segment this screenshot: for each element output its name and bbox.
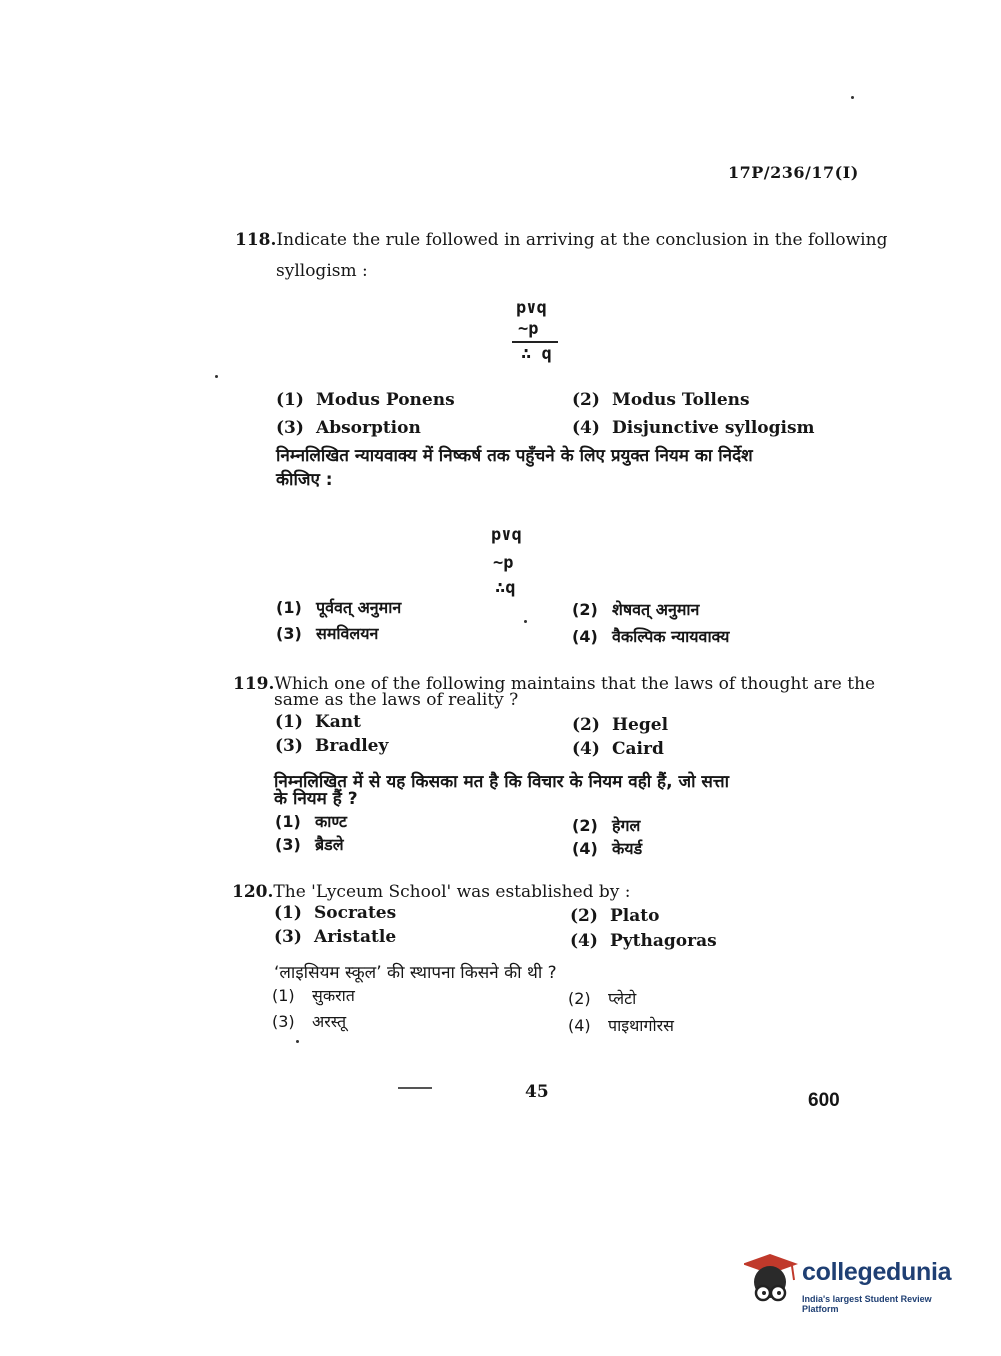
q118-option-3-label: Absorption (316, 418, 421, 438)
q120-hi-option-4-num: (4) (568, 1016, 591, 1035)
q118-option-4-num: (4) (572, 418, 600, 438)
q119-option-1-num: (1) (275, 712, 303, 732)
q119-hi-option-4-num: (4) (572, 839, 598, 858)
q120-hi-option-3-label: अरस्तू (312, 1012, 347, 1031)
q120-option-1-label: Socrates (314, 903, 397, 923)
q119-hi-option-3-num: (3) (275, 835, 301, 854)
q119-hi-option-3-label: ब्रैडले (315, 835, 344, 854)
scan-speck (296, 1040, 299, 1043)
q119-option-2 (572, 715, 668, 735)
watermark-brand: collegedunia (802, 1258, 952, 1286)
q120-hi-option-2-label: प्लेटो (608, 989, 637, 1008)
q120-hi-option-4-label: पाइथागोरस (608, 1016, 674, 1035)
q120-option-2 (570, 906, 659, 926)
q119-option-1 (275, 712, 361, 732)
q120-option-3 (274, 927, 396, 947)
q119-hi-option-1-num: (1) (275, 812, 301, 831)
q120-hi-option-3 (272, 1010, 346, 1032)
question-119-number: 119. (233, 674, 275, 694)
question-119-line1: Which one of the following maintains that the laws of thought are the (274, 674, 876, 694)
q119-option-1-label: Kant (315, 712, 362, 732)
question-120-line: The 'Lyceum School' was established by : (273, 882, 631, 902)
q119-hindi-line2: के नियम हैं ? (274, 789, 358, 809)
q119-option-2-label: Hegel (612, 715, 669, 735)
question-118-line1: Indicate the rule followed in arriving at the conclusion in the following (276, 230, 888, 250)
q119-option-4 (572, 739, 664, 759)
scan-speck (524, 620, 527, 623)
q118-option-2-num: (2) (572, 390, 600, 410)
q118-hi-option-2 (572, 598, 699, 620)
q120-hi-option-3-num: (3) (272, 1012, 295, 1031)
q118-hi-option-3-label: समविलयन (316, 624, 379, 643)
q119-option-3-label: Bradley (315, 736, 389, 756)
q119-hi-option-1 (275, 810, 347, 832)
q118-hi-option-4 (572, 625, 729, 647)
q120-option-4-label: Pythagoras (610, 931, 717, 951)
q120-option-1-num: (1) (274, 903, 302, 923)
q118-hi-option-4-label: वैकल्पिक न्यायवाक्य (612, 627, 730, 646)
formula-hi-line2: ~p (493, 553, 514, 573)
q120-hi-option-2 (568, 987, 636, 1009)
formula-en-line2: ~p (518, 319, 539, 339)
q119-option-3 (275, 736, 388, 756)
q120-hi-option-2-num: (2) (568, 989, 591, 1008)
q120-option-4-num: (4) (570, 931, 598, 951)
mascot-logo-icon (744, 1252, 800, 1312)
q118-hi-option-1-label: पूर्ववत् अनुमान (316, 598, 402, 617)
q118-hindi-line2: कीजिए : (276, 470, 333, 490)
q119-hi-option-4-label: केयर्ड (612, 839, 643, 858)
q118-option-1-label: Modus Ponens (316, 390, 455, 410)
formula-en-line3: ∴ q (521, 344, 552, 364)
q119-hi-option-2-label: हेगल (612, 816, 641, 835)
paper-code: 17P/236/17(I) (728, 163, 859, 182)
formula-hi-line3: ∴q (495, 578, 516, 598)
question-118-number: 118. (235, 230, 277, 250)
q118-option-2-label: Modus Tollens (612, 390, 750, 410)
question-119-text-line2: same as the laws of reality ? (274, 690, 519, 710)
q118-hi-option-2-label: शेषवत् अनुमान (612, 600, 700, 619)
question-120-text (232, 882, 631, 902)
q118-hi-option-4-num: (4) (572, 627, 598, 646)
q120-option-3-num: (3) (274, 927, 302, 947)
q120-hindi-text: ‘लाइसियम स्कूल’ की स्थापना किसने की थी ? (274, 963, 557, 983)
question-118-text-line2: syllogism : (276, 261, 368, 281)
q119-option-3-num: (3) (275, 736, 303, 756)
q120-option-1 (274, 903, 396, 923)
q120-hi-option-1-num: (1) (272, 986, 295, 1005)
q118-option-3-num: (3) (276, 418, 304, 438)
footer-code: 600 (808, 1090, 840, 1111)
formula-en-line1: p∨q (516, 298, 547, 318)
formula-en-divider (512, 341, 558, 343)
q118-option-4-label: Disjunctive syllogism (612, 418, 815, 438)
q120-hi-option-4 (568, 1014, 674, 1036)
q118-hi-option-2-num: (2) (572, 600, 598, 619)
q118-option-1-num: (1) (276, 390, 304, 410)
q118-option-4 (572, 418, 815, 438)
q118-hindi-line1: निम्नलिखित न्यायवाक्य में निष्कर्ष तक पहुँचने के लिए प्रयुक्त नियम का निर्देश (276, 446, 753, 466)
q120-option-4 (570, 931, 717, 951)
formula-hi-line1: p∨q (491, 525, 522, 545)
question-120-number: 120. (232, 882, 274, 902)
scan-speck (851, 96, 854, 99)
q119-hi-option-2-num: (2) (572, 816, 598, 835)
q118-hi-option-3-num: (3) (276, 624, 302, 643)
q118-option-1 (276, 390, 455, 410)
page-number: 45 (525, 1082, 549, 1102)
q119-hi-option-2 (572, 814, 640, 836)
collegedunia-watermark (744, 1252, 969, 1314)
q118-hi-option-3 (276, 622, 378, 644)
scan-speck (215, 375, 218, 378)
q119-hindi-line1: निम्नलिखित में से यह किसका मत है कि विचार के नियम वही हैं, जो सत्ता (274, 772, 730, 792)
q118-hi-option-1-num: (1) (276, 598, 302, 617)
q120-option-2-num: (2) (570, 906, 598, 926)
q119-option-2-num: (2) (572, 715, 600, 735)
q120-option-3-label: Aristatle (314, 927, 397, 947)
q119-option-4-label: Caird (612, 739, 664, 759)
question-118-text-line1 (235, 230, 887, 250)
q119-option-4-num: (4) (572, 739, 600, 759)
watermark-tagline: India's largest Student Review Platform (802, 1294, 932, 1314)
q119-hi-option-4 (572, 837, 642, 859)
q120-option-2-label: Plato (610, 906, 660, 926)
q118-option-2 (572, 390, 750, 410)
q119-hi-option-1-label: काण्ट (315, 812, 347, 831)
q120-hi-option-1 (272, 984, 355, 1006)
q120-hi-option-1-label: सुकरात (312, 986, 355, 1005)
q119-hi-option-3 (275, 833, 344, 855)
q118-option-3 (276, 418, 421, 438)
footer-ornament (398, 1087, 432, 1089)
q118-hi-option-1 (276, 596, 401, 618)
